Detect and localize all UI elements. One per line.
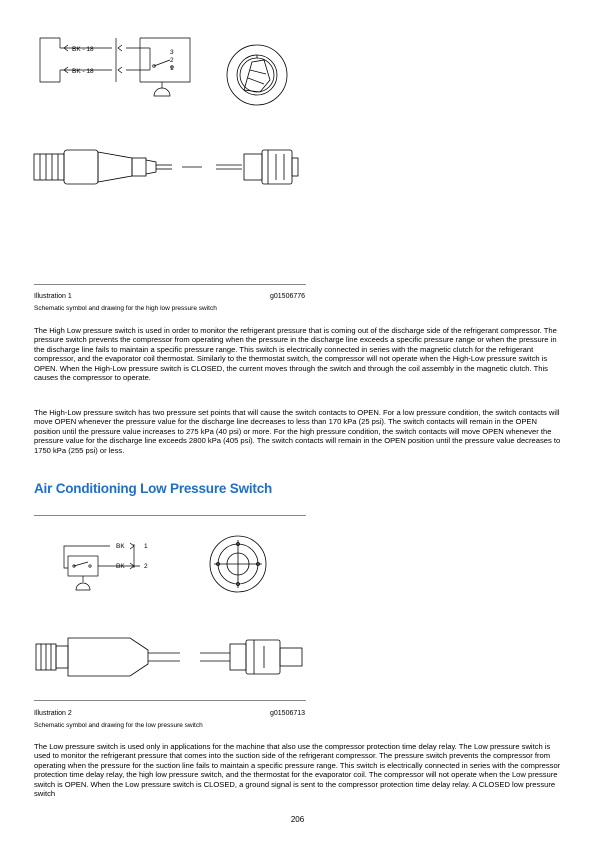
figure-2-label: Illustration 2 xyxy=(34,710,72,717)
figure-2 xyxy=(0,508,595,738)
high-low-switch-end-view xyxy=(222,40,292,110)
figure-1-caption: Schematic symbol and drawing for the high low pressure switch xyxy=(34,305,217,312)
pin-1-label: 1 xyxy=(170,65,174,72)
pin-3-label: 3 xyxy=(170,49,174,56)
figure-2-top-rule xyxy=(34,515,306,516)
low-switch-side-view xyxy=(34,634,314,682)
figure-1 xyxy=(0,0,595,312)
low-wire-label-bottom: BK xyxy=(116,563,125,570)
high-low-switch-side-view xyxy=(32,140,312,200)
section-heading: Air Conditioning Low Pressure Switch xyxy=(34,481,273,496)
pin-2-label: 2 xyxy=(170,57,174,64)
wire-label-bottom: BK - 18 xyxy=(72,68,94,75)
figure-2-caption: Schematic symbol and drawing for the low pressure switch xyxy=(34,722,203,729)
high-low-switch-schematic xyxy=(30,30,200,100)
low-wire-label-top: BK xyxy=(116,543,125,550)
figure-1-rule xyxy=(34,284,306,285)
figure-1-code: g01506776 xyxy=(270,293,306,300)
figure-1-label: Illustration 1 xyxy=(34,293,72,300)
paragraph-high-low-1: The High Low pressure switch is used in order to monitor the refrigerant pressure that is coming out of the discharge side of the refrigerant compressor. The pressure switch prevents the compressor from operating when the pressure in the discharge line exceeds a specific pressure range or when the pressure in the discharge line fails to maintain a specific pressure range. This switch is electrically connected in series with the magnetic clutch for the refrigerant compressor, and the evaporator coil thermostat. Similarly to the thermostat switch, the compressor will not operate when the High-Low pressure switch is OPEN. When the High-Low pressure switch is CLOSED, the current moves through the switch and through the coil assembly in the magnetic clutch. This causes the compressor to operate. xyxy=(34,326,557,383)
wire-label-top: BK - 18 xyxy=(72,46,94,53)
page-number: 206 xyxy=(290,815,305,824)
paragraph-low-pressure: The Low pressure switch is used only in applications for the machine that also use the compressor protection time delay relay. The Low pressure switch is used to monitor the refrigerant pressure that comes into the suction side of the refrigerant compressor. The pressure switch prevents the compressor from operating when the pressure for the suction line fails to maintain a specific pressure range. This switch is electrically connected in series with the compressor protection time delay relay, the high low pressure switch, and the thermostat for the evaporator coil. The compressor will not operate when the Low pressure switch is OPEN. When the Low pressure switch is CLOSED, a ground signal is sent to the compressor protection time delay relay. A CLOSED low pressure switch xyxy=(34,742,561,799)
figure-2-rule xyxy=(34,700,306,701)
paragraph-high-low-2: The High-Low pressure switch has two pressure set points that will cause the switch contacts to OPEN. For a low pressure condition, the switch contacts will move OPEN whenever the pressure value for the discharge line decreases to less than 170 kPa (25 psi). The switch contacts will remain in the OPEN position until the pressure value increases to 275 kPa (40 psi) or more. For the high pressure condition, the switch contacts will move OPEN whenever the pressure value for the discharge line exceeds 2800 kPa (405 psi). The switch contacts will remain in the OPEN position until the pressure value decreases to 1750 kPa (255 psi) or less. xyxy=(34,408,561,455)
low-pin-1-label: 1 xyxy=(144,543,148,550)
figure-2-code: g01506713 xyxy=(270,710,306,717)
low-switch-end-view xyxy=(206,532,270,596)
low-pin-2-label: 2 xyxy=(144,563,148,570)
low-switch-schematic xyxy=(60,538,170,598)
